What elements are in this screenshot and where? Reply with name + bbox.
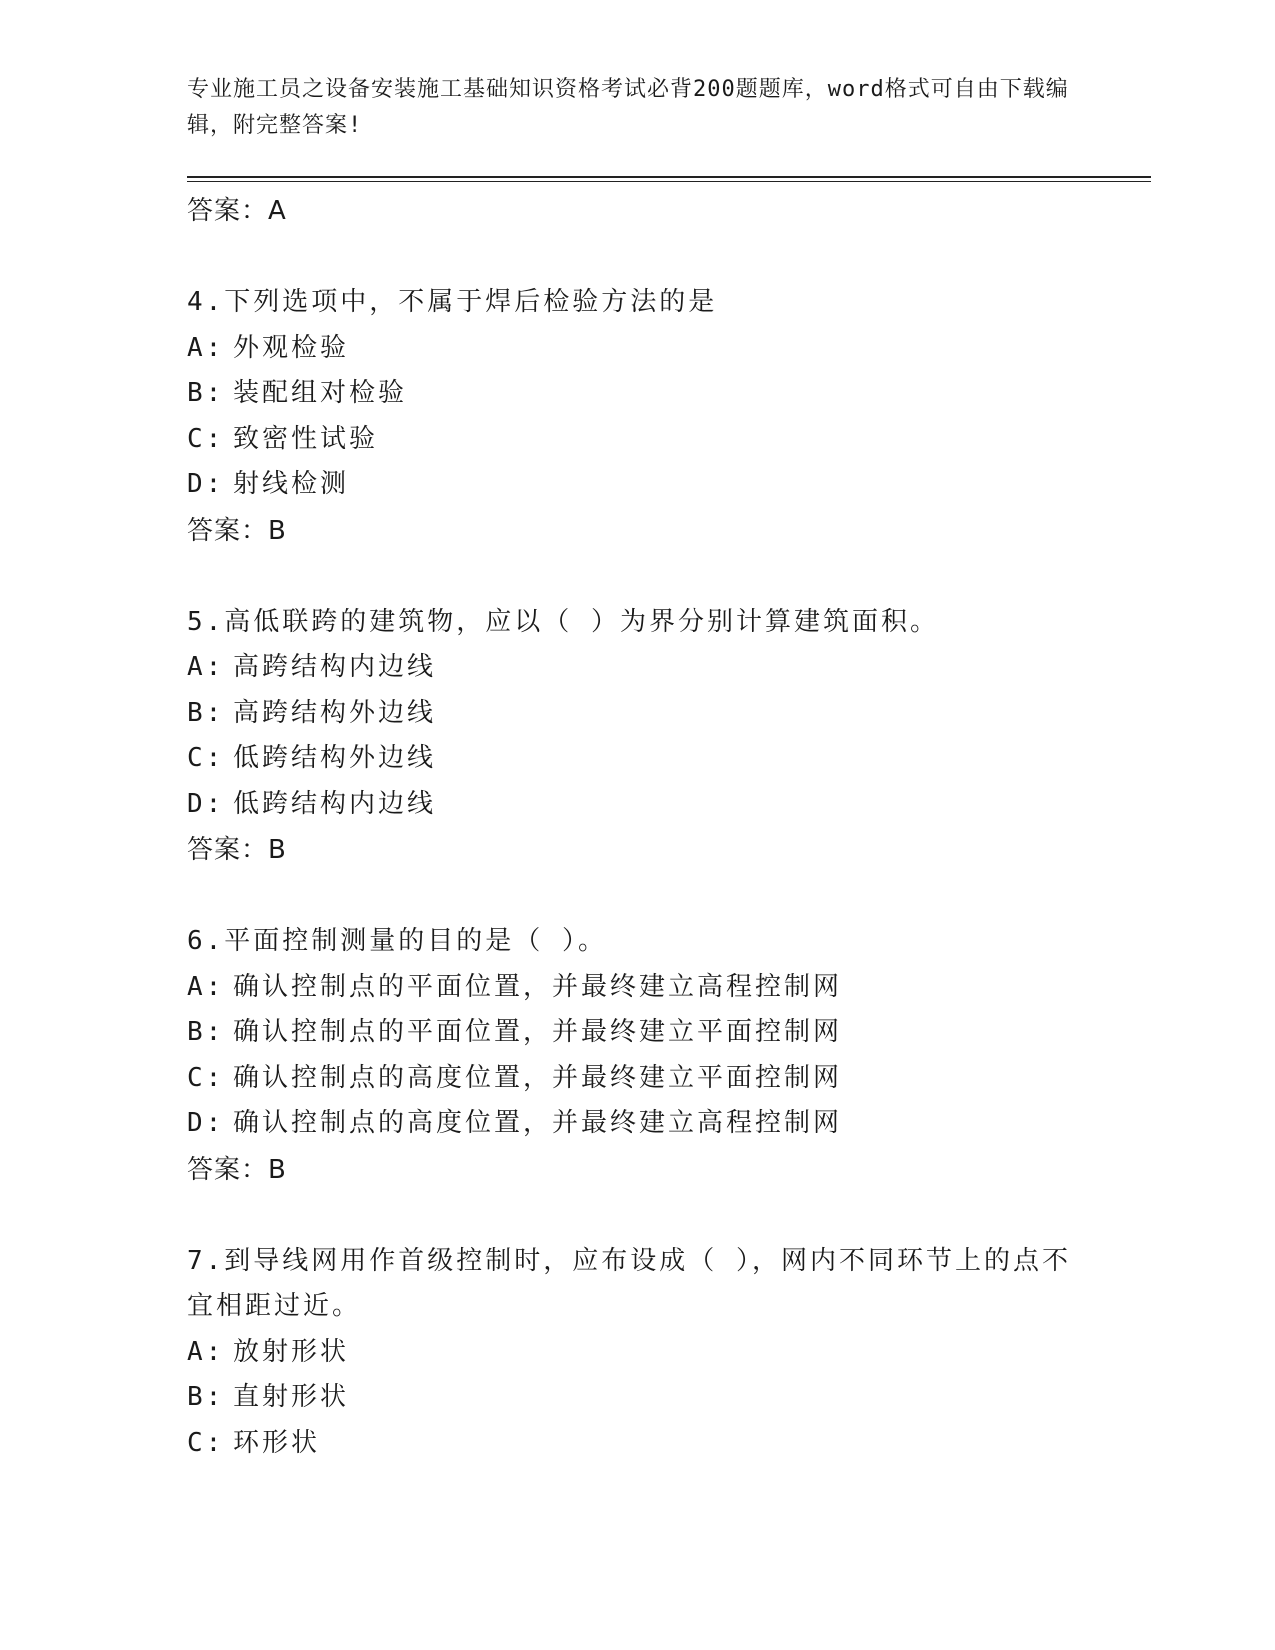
option-a xyxy=(187,1330,1087,1376)
option-text: 低跨结构外边线 xyxy=(233,743,437,773)
option-text: 装配组对检验 xyxy=(233,378,408,408)
option-letter: D: xyxy=(187,469,225,499)
spacer xyxy=(187,1193,1087,1239)
option-text: 高跨结构外边线 xyxy=(233,697,437,728)
option-letter: B: xyxy=(187,1382,225,1412)
question-stem: 7.到导线网用作首级控制时，应布设成（ ），网内不同环节上的点不宜相距过近。 xyxy=(187,1245,1071,1321)
option-b xyxy=(187,1375,1087,1421)
option-text: 直射形状 xyxy=(233,1382,350,1412)
option-text: 环形状 xyxy=(233,1427,321,1458)
option-text: 射线检测 xyxy=(233,469,350,499)
option-letter: D: xyxy=(187,788,225,819)
option-a xyxy=(187,965,1087,1011)
option-a xyxy=(187,326,1087,372)
answer-line: 答案：B xyxy=(187,1154,287,1185)
option-text: 高跨结构内边线 xyxy=(233,652,437,682)
header-divider-thin xyxy=(187,181,1151,182)
option-c xyxy=(187,1056,1087,1102)
option-letter: B: xyxy=(187,378,225,408)
spacer xyxy=(187,554,1087,600)
option-text: 确认控制点的高度位置，并最终建立高程控制网 xyxy=(233,1108,843,1138)
option-text: 低跨结构内边线 xyxy=(233,788,437,819)
option-letter: D: xyxy=(187,1108,225,1138)
option-c xyxy=(187,736,1087,782)
option-text: 确认控制点的高度位置，并最终建立平面控制网 xyxy=(233,1062,843,1093)
option-b xyxy=(187,1010,1087,1056)
question-stem: 5.高低联跨的建筑物，应以（ ）为界分别计算建筑面积。 xyxy=(187,606,939,637)
question-list xyxy=(187,188,1087,1466)
option-a xyxy=(187,645,1087,691)
option-letter: B: xyxy=(187,697,225,728)
answer-line: 答案：A xyxy=(187,196,287,226)
answer-line: 答案：B xyxy=(187,515,287,546)
option-b xyxy=(187,691,1087,737)
option-text: 放射形状 xyxy=(233,1336,350,1367)
option-text: 致密性试验 xyxy=(233,423,379,454)
option-letter: A: xyxy=(187,971,225,1002)
option-text: 外观检验 xyxy=(233,332,350,363)
spacer xyxy=(187,234,1087,280)
answer-line: 答案：B xyxy=(187,835,287,865)
option-b xyxy=(187,371,1087,417)
option-d xyxy=(187,782,1087,828)
option-c xyxy=(187,417,1087,463)
document-header: 专业施工员之设备安装施工基础知识资格考试必背200题题库，word格式可自由下载编辑，附完整答案! xyxy=(187,77,1069,138)
question-block xyxy=(187,1239,1087,1467)
option-c xyxy=(187,1421,1087,1467)
spacer xyxy=(187,873,1087,919)
question-stem: 4.下列选项中，不属于焊后检验方法的是 xyxy=(187,287,718,317)
option-letter: B: xyxy=(187,1017,225,1047)
option-letter: A: xyxy=(187,652,225,682)
option-d xyxy=(187,462,1087,508)
option-text: 确认控制点的平面位置，并最终建立平面控制网 xyxy=(233,1017,843,1047)
question-block xyxy=(187,600,1087,874)
header-divider-thick xyxy=(187,176,1151,178)
option-letter: C: xyxy=(187,423,225,454)
option-letter: C: xyxy=(187,1062,225,1093)
question-block xyxy=(187,280,1087,554)
option-text: 确认控制点的平面位置，并最终建立高程控制网 xyxy=(233,971,843,1002)
option-d xyxy=(187,1101,1087,1147)
option-letter: A: xyxy=(187,1336,225,1367)
option-letter: C: xyxy=(187,743,225,773)
option-letter: C: xyxy=(187,1427,225,1458)
question-stem: 6.平面控制测量的目的是（ ）。 xyxy=(187,926,607,956)
question-block xyxy=(187,919,1087,1193)
option-letter: A: xyxy=(187,332,225,363)
